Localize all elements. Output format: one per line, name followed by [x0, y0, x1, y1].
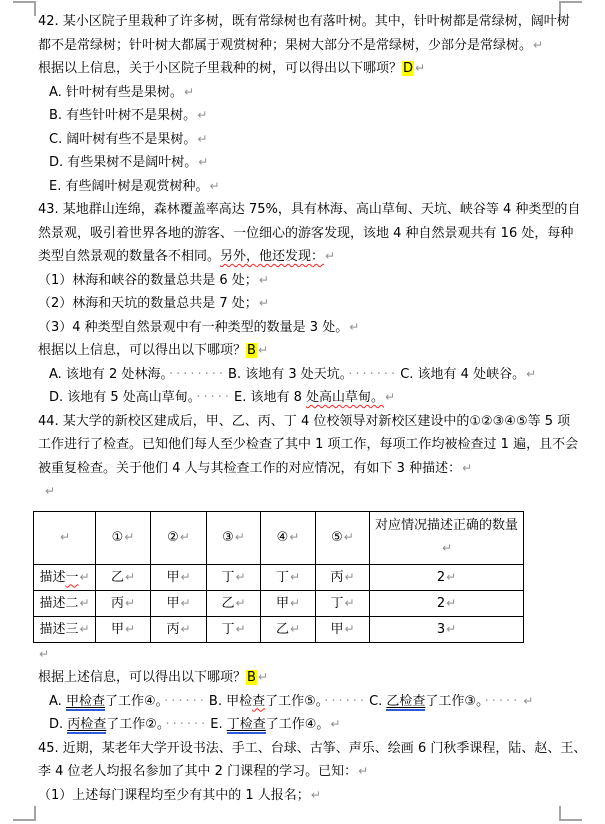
cell-mark: ↵	[344, 569, 355, 584]
table-cell	[316, 564, 370, 590]
table-cell	[96, 616, 151, 642]
q43-option-e-text: E. 该地有 8	[233, 390, 306, 405]
q44-line3-text: 被重复检查。关于他们 4 人与其检查工作的对应情况，有如下 3 种描述：	[38, 460, 462, 476]
table-cell	[370, 564, 524, 590]
cell-mark: ↵	[289, 530, 300, 544]
cell-text: 丙	[166, 621, 180, 637]
q43-stem-text: 根据以上信息，可以得出以下哪项？	[38, 343, 247, 358]
paragraph-mark: ↵	[198, 155, 209, 169]
q43-condition-2	[38, 292, 577, 316]
space-marks: ········	[168, 366, 227, 382]
q42-option-e	[38, 175, 577, 199]
table-header-work2	[151, 511, 207, 564]
row-label	[34, 616, 96, 642]
q44-option-a-underlined: 甲检查	[65, 693, 105, 709]
q43-option-d-text: D. 该地有 5 处高山草甸。	[49, 390, 195, 405]
cell-text: 甲	[110, 621, 124, 637]
q44-options-row-1	[38, 690, 577, 714]
q44-line3	[38, 457, 577, 481]
table-cell	[151, 616, 207, 642]
table-cell	[207, 564, 261, 590]
paragraph-mark: ↵	[533, 37, 544, 52]
q44-option-d-prefix: D.	[49, 717, 68, 732]
cell-text: 丁	[275, 569, 289, 585]
header-text: ④	[276, 530, 289, 545]
q44-option-b-rest: 了工作⑤。	[265, 693, 323, 709]
table-cell	[151, 564, 207, 590]
header-text: ⑤	[331, 530, 343, 545]
paragraph-mark: ↵	[258, 296, 269, 310]
table-cell	[261, 590, 316, 616]
paragraph-mark: ↵	[330, 717, 341, 731]
cell-text: 2	[436, 569, 446, 585]
cell-mark: ↵	[235, 621, 246, 636]
q45-line2-text: 李 4 位老人均报名参加了其中 2 门课程的学习。已知：	[38, 764, 358, 779]
cell-mark: ↵	[234, 530, 245, 544]
paragraph-mark: ↵	[209, 178, 220, 193]
q43-stem	[38, 339, 577, 363]
q42-line2	[38, 34, 577, 58]
table-cell	[96, 564, 151, 590]
q42-stem-text: 根据以上信息，关于小区院子里栽种的树，可以得出以下哪项？	[38, 61, 403, 76]
cell-text: 2	[436, 595, 446, 611]
q44-answer-highlight: B	[247, 670, 256, 685]
q43-options-row-1	[38, 363, 577, 387]
paragraph-mark: ↵	[385, 390, 396, 404]
cell-mark: ↵	[235, 595, 246, 610]
row-label	[34, 590, 96, 616]
q45-condition-1-text: （1）上述每门课程均至少有其中的 1 人报名；	[38, 787, 310, 803]
q44-table	[33, 511, 524, 643]
row-label-text: 描述	[39, 569, 66, 585]
paragraph-mark: ↵	[183, 84, 194, 99]
paragraph-mark: ↵	[523, 693, 534, 708]
cell-mark: ↵	[446, 621, 457, 636]
q44-option-b-squiggle: 查	[252, 693, 266, 709]
table-cell-blank	[34, 511, 96, 564]
table-row-desc1	[34, 564, 524, 590]
paragraph-mark: ↵	[45, 484, 56, 498]
q42-option-e-text: E. 有些阔叶树是观赏树种。	[49, 178, 209, 194]
cell-text: 丁	[330, 595, 344, 611]
cell-mark: ↵	[289, 595, 301, 610]
cell-mark: ↵	[79, 569, 90, 584]
q44-option-c-underlined: 乙检查	[386, 693, 426, 709]
paragraph-mark: ↵	[257, 343, 268, 357]
q42-stem	[38, 57, 577, 81]
q42-option-b-text: B. 有些针叶树不是果树。	[49, 108, 197, 123]
q43-condition-1-text: （1）林海和峡谷的数量总共是 6 处；	[38, 272, 258, 288]
table-cell	[370, 590, 524, 616]
row-label	[34, 564, 96, 590]
cell-mark: ↵	[289, 569, 301, 584]
paragraph-mark: ↵	[415, 61, 426, 75]
cell-mark: ↵	[441, 541, 453, 555]
cell-text: 甲	[166, 569, 180, 585]
empty-paragraph	[38, 480, 577, 504]
cell-mark: ↵	[344, 621, 355, 636]
q42-option-c	[38, 128, 577, 152]
cell-mark: ↵	[124, 530, 135, 544]
table-header-work1	[96, 511, 151, 564]
q43-option-c-text: C. 该地有 4 处峡谷。	[400, 366, 526, 382]
space-marks: ·······	[348, 366, 399, 382]
header-text: ②	[167, 530, 179, 545]
q44-option-a-prefix: A.	[49, 693, 66, 709]
q44-option-c-rest: 了工作③。	[425, 693, 483, 709]
q44-stem	[38, 666, 577, 690]
table-cell	[151, 590, 207, 616]
empty-paragraph	[38, 643, 577, 667]
paragraph-mark: ↵	[325, 249, 336, 263]
q43-condition-3	[38, 316, 577, 340]
cell-text: 丁	[221, 569, 235, 585]
q45-condition-1	[38, 784, 577, 808]
q42-line2-text: 都不是常绿树；针叶树大都属于观赏树种；果树大部分不是常绿树，少部分是常绿树。	[38, 37, 533, 53]
row-label-text: 描述二	[39, 595, 79, 611]
q44-table-header-row	[34, 511, 524, 564]
q43-option-b-text: B. 该地有 3 处天坑。	[228, 366, 347, 382]
row-label-squiggle: 一	[65, 569, 79, 585]
q44-stem-text: 根据上述信息，可以得出以下哪项？	[38, 670, 247, 685]
cell-mark: ↵	[289, 621, 301, 636]
q43-option-a-text: A. 该地有 2 处林海。	[49, 366, 167, 382]
crop-mark-bottom-left	[13, 806, 36, 821]
cell-text: 甲	[330, 621, 344, 637]
q43-line2	[38, 222, 577, 246]
q44-option-b-prefix: B. 甲检	[208, 693, 253, 709]
cell-mark: ↵	[124, 595, 136, 610]
paragraph-mark: ↵	[197, 108, 208, 122]
header-text: ③	[222, 530, 234, 545]
q44-option-e-underlined: 丁检查	[226, 717, 266, 732]
paragraph-mark: ↵	[258, 272, 269, 287]
q43-spellcheck-squiggle: 另外，他还发现：	[220, 249, 325, 264]
header-text: ①	[111, 530, 124, 545]
q43-line1-text: 43. 某地群山连绵，森林覆盖率高达 75%，具有林海、高山草甸、天坑、峡谷等 4 种类型的自	[38, 202, 581, 217]
q43-condition-1	[38, 269, 577, 293]
cell-mark: ↵	[180, 569, 191, 584]
cell-mark: ↵	[343, 530, 354, 544]
table-row-desc2	[34, 590, 524, 616]
table-cell	[370, 616, 524, 642]
q42-answer-highlight: D	[403, 61, 414, 76]
q45-line2	[38, 760, 577, 784]
cell-mark: ↵	[180, 595, 191, 610]
table-cell	[96, 590, 151, 616]
paragraph-mark: ↵	[462, 460, 473, 475]
q43-option-e-squiggle: 处高山草甸。	[306, 390, 385, 405]
q43-condition-2-text: （2）林海和天坑的数量总共是 7 处；	[38, 296, 258, 311]
q42-option-d-text: D. 有些果树不是阔叶树。	[49, 155, 198, 170]
table-cell	[261, 616, 316, 642]
cell-mark: ↵	[124, 569, 136, 584]
q42-line1-text: 42. 某小区院子里栽种了许多树，既有常绿树也有落叶树。其中，针叶树都是常绿树，阔叶树	[38, 14, 570, 29]
header-text: 对应情况描述正确的数量	[375, 518, 519, 533]
cell-text: 乙	[275, 621, 289, 637]
space-marks: ······	[324, 693, 368, 709]
cell-text: 丙	[330, 569, 344, 585]
cell-text: 3	[436, 621, 446, 637]
space-marks: ······	[165, 717, 209, 732]
paragraph-mark: ↵	[358, 764, 369, 778]
q44-line1-text: 44. 某大学的新校区建成后，甲、乙、丙、丁 4 位校领导对新校区建设中的①②③④⑤等 5 项	[38, 413, 571, 429]
cell-mark: ↵	[59, 530, 71, 544]
cell-text: 丙	[110, 595, 124, 611]
q44-line1	[38, 410, 577, 434]
cell-text: 甲	[275, 595, 289, 611]
q44-line2	[38, 433, 577, 457]
paragraph-mark: ↵	[39, 646, 50, 661]
paragraph-mark: ↵	[310, 787, 321, 802]
cell-text: 丁	[221, 621, 235, 637]
paragraph-mark: ↵	[349, 319, 360, 334]
q45-line1-text: 45. 近期，某老年大学开设书法、手工、台球、古筝、声乐、绘画 6 门秋季课程，陆、赵、王、	[38, 740, 587, 756]
q42-line1	[38, 10, 577, 34]
table-header-work4	[261, 511, 316, 564]
q44-option-d-underlined: 丙检查	[67, 717, 107, 732]
q42-option-c-text: C. 阔叶树有些不是果树。	[49, 131, 197, 147]
q44-option-e-prefix: E.	[210, 717, 227, 732]
table-cell	[207, 590, 261, 616]
table-row-desc3	[34, 616, 524, 642]
paragraph-mark: ↵	[526, 366, 537, 381]
row-label-text: 描述三	[39, 621, 79, 637]
cell-text: 乙	[221, 595, 235, 611]
table-header-count	[370, 511, 524, 564]
crop-mark-bottom-right	[559, 806, 582, 821]
cell-mark: ↵	[79, 621, 90, 636]
q44-option-e-rest: 了工作④。	[265, 717, 330, 732]
q44-option-d-rest: 了工作②。	[106, 717, 164, 732]
q44-options-row-2	[38, 713, 577, 737]
q44-option-c-prefix: C.	[369, 693, 387, 709]
table-cell	[316, 616, 370, 642]
cell-mark: ↵	[179, 530, 190, 544]
q42-option-d	[38, 151, 577, 175]
space-marks: ·····	[484, 693, 521, 709]
cell-mark: ↵	[344, 595, 355, 610]
space-marks: ·····	[196, 390, 232, 405]
q43-answer-highlight: B	[247, 343, 256, 358]
cell-text: 甲	[166, 595, 180, 611]
q43-line3	[38, 245, 577, 269]
table-cell	[316, 590, 370, 616]
cell-mark: ↵	[79, 595, 90, 610]
paragraph-mark: ↵	[197, 131, 208, 146]
table-header-work5	[316, 511, 370, 564]
q43-line2-text: 然景观，吸引着世界各地的游客、一位细心的游客发现，该地 4 种自然景观共有 16 处，每种	[38, 225, 574, 241]
q43-line3-text: 类型自然景观的数量各不相同。	[38, 249, 221, 264]
cell-mark: ↵	[180, 621, 191, 636]
cell-text: 乙	[110, 569, 124, 585]
q43-line1	[38, 198, 581, 222]
space-marks: ······	[164, 693, 207, 709]
table-header-work3	[207, 511, 261, 564]
cell-mark: ↵	[446, 595, 457, 610]
q42-option-a-text: A. 针叶树有些是果树。	[49, 84, 183, 100]
q43-condition-3-text: （3）4 种类型自然景观中有一种类型的数量是 3 处。	[38, 319, 349, 335]
q45-line1	[38, 737, 587, 761]
table-cell	[261, 564, 316, 590]
q42-option-a	[38, 81, 577, 105]
q43-options-row-2	[38, 386, 577, 410]
cell-mark: ↵	[124, 621, 136, 636]
q44-option-a-rest: 了工作④。	[104, 693, 163, 709]
table-cell	[207, 616, 261, 642]
q44-line2-text: 工作进行了检查。已知他们每人至少检查了其中 1 项工作，每项工作均被检查过 1 遍，且不会	[38, 437, 579, 452]
paragraph-mark: ↵	[257, 670, 268, 684]
q42-option-b	[38, 104, 577, 128]
cell-mark: ↵	[446, 569, 457, 584]
cell-mark: ↵	[235, 569, 246, 584]
